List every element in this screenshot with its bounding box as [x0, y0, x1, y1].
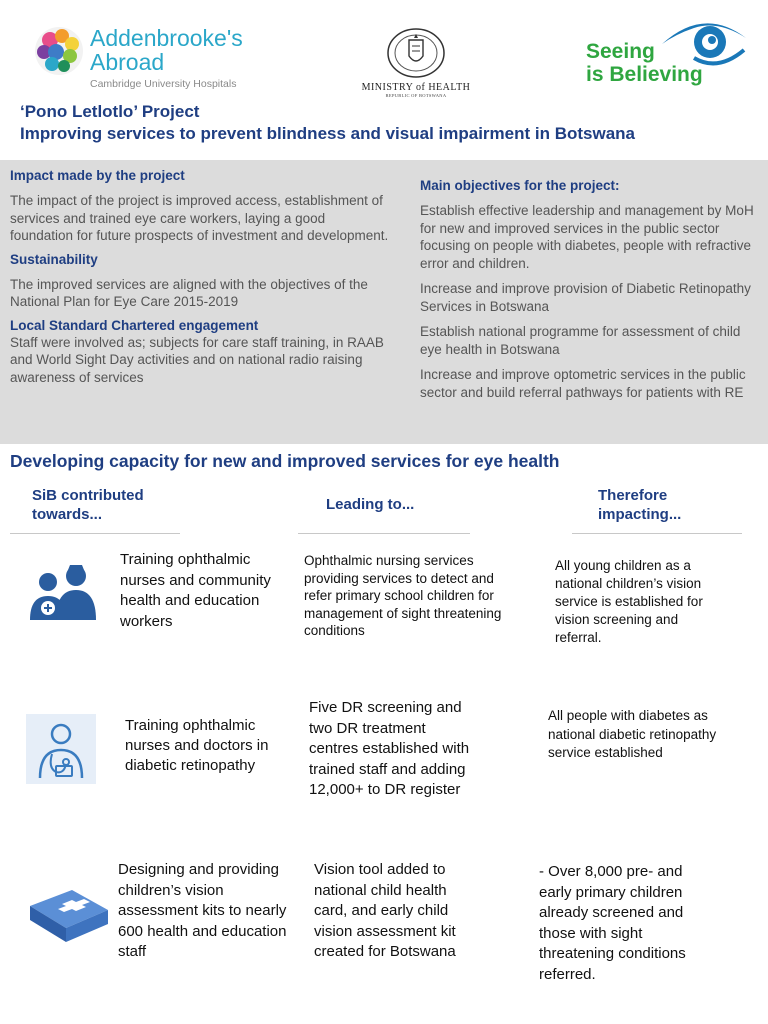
row-contributed: Training ophthalmic nurses and community health and education workers [120, 551, 271, 630]
medical-kit-icon [22, 876, 114, 948]
sustainability-text: The improved services are aligned with the objectives of the National Plan for Eye Care 2015-2019 [10, 276, 368, 309]
objective-item: Increase and improve optometric services in the public sector and build referral pathways for patients with RE [420, 367, 746, 400]
nurses-icon [26, 562, 98, 624]
objective-item: Establish effective leadership and management by MoH for new and improved services in the public sector focusing on people with diabetes, people with refractive error and children. [420, 203, 754, 271]
row-leading: Ophthalmic nursing services providing services to detect and refer primary school children for management of sight threatening conditions [304, 553, 502, 638]
impact-text: The impact of the project is improved access, establishment of services and trained eye care workers, laying a good foundation for future prospects of investment and development. [10, 193, 389, 243]
moh-small-label: REPUBLIC OF BOTSWANA [385, 93, 447, 98]
addenbrookes-title: Addenbrooke's Abroad [90, 25, 243, 75]
divider [572, 533, 742, 534]
row-impacting: All young children as a national children’s vision service is established for vision screening and referral. [555, 558, 703, 645]
row-leading: Five DR screening and two DR treatment centres established with trained staff and adding 12,000+ to DR register [309, 699, 470, 798]
addenbrookes-logo [32, 22, 262, 94]
row-impacting: All people with diabetes as national diabetic retinopathy service established [548, 708, 717, 760]
objective-item: Establish national programme for assessment of child eye health in Botswana [420, 324, 741, 357]
column-header-impacting: Therefore impacting... [598, 487, 682, 523]
summary-panel [0, 160, 768, 444]
divider [10, 533, 180, 534]
divider [298, 533, 470, 534]
column-header-leading: Leading to... [326, 496, 415, 513]
row-impacting: - Over 8,000 pre- and early primary children already screened and those with sight threatening conditions referred. [539, 863, 686, 983]
engagement-heading: Local Standard Chartered engagement [10, 317, 259, 333]
row-contributed: Designing and providing children’s vision assessment kits to nearly 600 health and education staff [118, 861, 287, 960]
column-header-contributed: SiB contributed towards... [32, 487, 144, 523]
project-title: ‘Pono Letlotlo’ Project [20, 102, 200, 121]
project-subtitle: Improving services to prevent blindness and visual impairment in Botswana [20, 124, 635, 143]
capacity-title: Developing capacity for new and improved services for eye health [10, 451, 560, 471]
sustainability-heading: Sustainability [10, 251, 98, 267]
row-leading: Vision tool added to national child health card, and early child vision assessment kit created for Botswana [314, 861, 456, 960]
addenbrookes-mark-icon [32, 24, 86, 78]
ministry-of-health-logo [346, 26, 486, 100]
engagement-text: Staff were involved as; subjects for care staff training, in RAAB and World Sight Day activities and on national radio raising awareness of services [10, 334, 384, 385]
coat-of-arms-icon [385, 26, 447, 80]
objective-item: Increase and improve provision of Diabetic Retinopathy Services in Botswana [420, 281, 751, 314]
moh-label: MINISTRY of HEALTH [361, 82, 471, 93]
seeing-is-believing-logo [584, 14, 754, 94]
sib-wordmark: Seeing is Believing [586, 40, 703, 86]
row-contributed: Training ophthalmic nurses and doctors in diabetic retinopathy [125, 717, 269, 774]
objectives-heading: Main objectives for the project: [420, 178, 620, 193]
summary-left-column [10, 167, 390, 386]
addenbrookes-subtitle: Cambridge University Hospitals [90, 78, 237, 90]
impact-heading: Impact made by the project [10, 168, 185, 183]
objectives-column [420, 177, 760, 401]
nurse-doctor-icon [26, 714, 96, 784]
